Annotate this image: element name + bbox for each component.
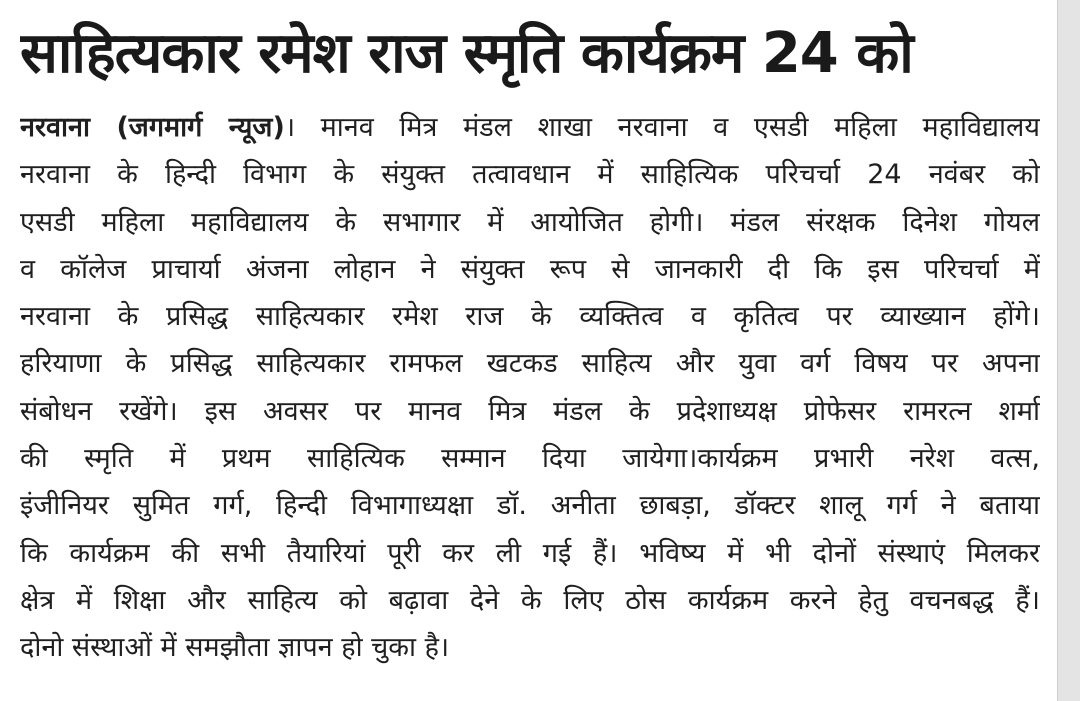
dateline: नरवाना (जगमार्ग न्यूज) xyxy=(20,112,285,143)
article-line: दोनो संस्थाओं में समझौता ज्ञापन हो चुका है। xyxy=(20,632,450,664)
article-line-text: । मानव मित्र मंडल शाखा नरवाना व एसडी महिला महाविद्यालय xyxy=(284,112,1040,143)
article-line: संबोधन रखेंगे। इस अवसर पर मानव मित्र मंडल के प्रदेशाध्यक्ष प्रोफेसर रामरत्न शर्मा xyxy=(20,395,1040,427)
article-line: क्षेत्र में शिक्षा और साहित्य को बढ़ावा देने के लिए ठोस कार्यक्रम करने हेतु वचनबद्ध हैं। xyxy=(20,584,1040,616)
article-line: कि कार्यक्रम की सभी तैयारियां पूरी कर ली गई हैं। भविष्य में भी दोनों संस्थाएं मिलकर xyxy=(20,537,1040,569)
article-line: हरियाणा के प्रसिद्ध साहित्यकार रामफल खटकड साहित्य और युवा वर्ग विषय पर अपना xyxy=(20,348,1040,380)
article-line: नरवाना के हिन्दी विभाग के संयुक्त तत्वावधान में साहित्यिक परिचर्चा 24 नवंबर को xyxy=(20,159,1040,191)
headline: साहित्यकार रमेश राज स्मृति कार्यक्रम 24 को xyxy=(20,21,913,86)
article-line: एसडी महिला महाविद्यालय के सभागार में आयोजित होगी। मंडल संरक्षक दिनेश गोयल xyxy=(20,206,1040,238)
page-edge-divider xyxy=(1057,0,1080,701)
article-line: व कॉलेज प्राचार्या अंजना लोहान ने संयुक्त रूप से जानकारी दी कि इस परिचर्चा में xyxy=(20,253,1040,285)
article-line: की स्मृति में प्रथम साहित्यिक सम्मान दिया जायेगा।कार्यक्रम प्रभारी नरेश वत्स, xyxy=(20,443,1040,475)
article-line: इंजीनियर सुमित गर्ग, हिन्दी विभागाध्यक्षा डॉ. अनीता छाबड़ा, डॉक्टर शालू गर्ग ने बताया xyxy=(20,490,1040,522)
article-body xyxy=(20,104,1040,672)
article-line: नरवाना के प्रसिद्ध साहित्यकार रमेश राज के व्यक्तित्व व कृतित्व पर व्याख्यान होंगे। xyxy=(20,301,1040,333)
article-line xyxy=(20,104,1040,151)
